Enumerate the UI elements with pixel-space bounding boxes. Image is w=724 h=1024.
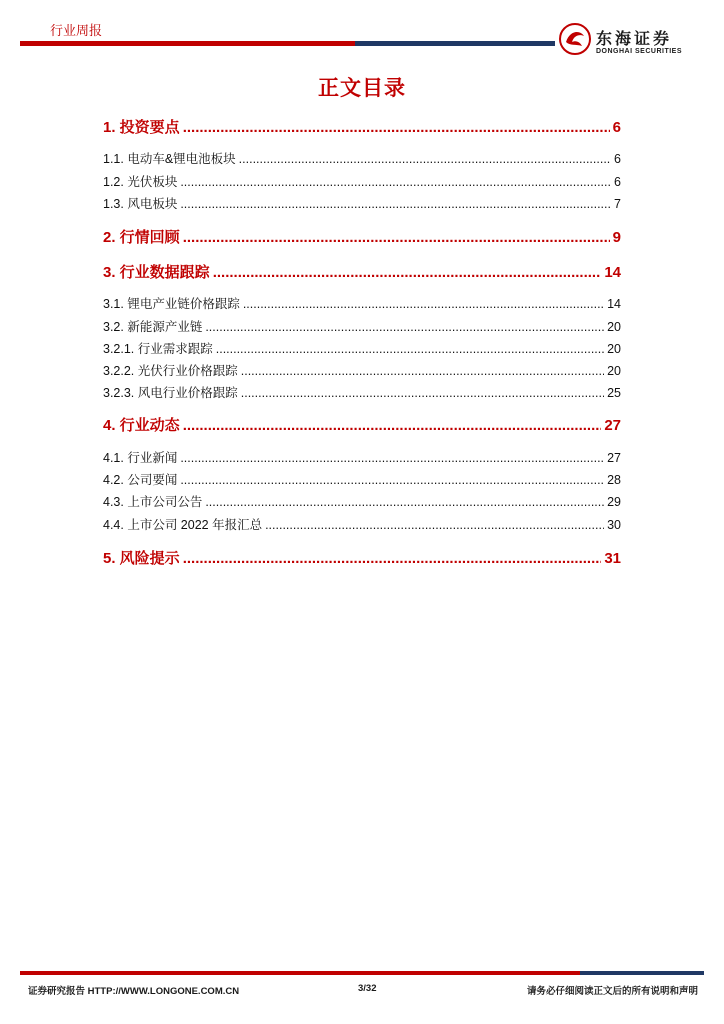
toc-entry-page-number: 29: [607, 495, 621, 509]
toc-section-entry[interactable]: [103, 226, 621, 247]
toc-entry-page-number: 14: [607, 297, 621, 311]
footer-rule-red: [20, 971, 580, 975]
toc-dot-leader: [241, 364, 604, 378]
toc-dot-leader: [180, 451, 604, 465]
toc-entry-page-number: 6: [612, 119, 621, 136]
toc-dot-leader: [213, 264, 602, 281]
toc-entry-label: 4.1. 行业新闻: [103, 451, 178, 465]
toc-dot-leader: [241, 386, 604, 400]
toc-dot-leader: [216, 342, 604, 356]
toc-entry-label: 5. 风险提示: [103, 550, 180, 567]
toc-dot-leader: [183, 417, 602, 434]
toc-entry-page-number: 27: [607, 451, 621, 465]
toc-dot-leader: [183, 119, 610, 136]
page-title: 正文目录: [318, 77, 406, 100]
toc-subsection-entry[interactable]: [103, 172, 621, 190]
footer-rule-blue: [580, 971, 704, 975]
toc-dot-leader: [205, 320, 604, 334]
toc-subsection-entry[interactable]: [103, 470, 621, 488]
toc-entry-label: 4.4. 上市公司 2022 年报汇总: [103, 518, 263, 532]
toc-subsection-entry[interactable]: [103, 448, 621, 466]
toc-entry-label: 1.2. 光伏板块: [103, 175, 178, 189]
toc-subsection-entry[interactable]: [103, 317, 621, 335]
toc-entry-page-number: 28: [607, 473, 621, 487]
toc-entry-label: 4. 行业动态: [103, 417, 180, 434]
footer-disclaimer: 请务必仔细阅读正文后的所有说明和声明: [526, 986, 698, 997]
logo-english-name: DONGHAI SECURITIES: [596, 48, 683, 55]
toc-entry-page-number: 9: [612, 229, 621, 246]
toc-entry-page-number: 20: [607, 364, 621, 378]
toc-subsection-entry[interactable]: [103, 492, 621, 510]
dragon-logo-icon: [558, 22, 592, 56]
toc-dot-leader: [265, 518, 604, 532]
toc-entry-page-number: 25: [607, 386, 621, 400]
toc-entry-page-number: 6: [614, 152, 621, 166]
toc-entry-label: 4.2. 公司要闻: [103, 473, 178, 487]
toc-entry-page-number: 14: [604, 264, 621, 281]
toc-dot-leader: [180, 197, 611, 211]
toc-dot-leader: [180, 175, 611, 189]
header-section-label: 行业周报: [50, 23, 103, 38]
toc-dot-leader: [239, 152, 611, 166]
toc-section-entry[interactable]: [103, 116, 621, 137]
toc-subsection-entry[interactable]: [103, 383, 621, 401]
toc-dot-leader: [243, 297, 604, 311]
toc-subsection-entry[interactable]: [103, 149, 621, 167]
toc-entry-label: 3.2.2. 光伏行业价格跟踪: [103, 364, 238, 378]
toc-dot-leader: [183, 550, 602, 567]
header-rule-red: [20, 41, 355, 46]
toc-section-entry[interactable]: [103, 414, 621, 435]
toc-dot-leader: [205, 495, 604, 509]
toc-subsection-entry[interactable]: [103, 515, 621, 533]
toc-entry-label: 1. 投资要点: [103, 119, 180, 136]
toc-entry-label: 3.2. 新能源产业链: [103, 320, 203, 334]
toc-section-entry[interactable]: [103, 261, 621, 282]
toc-entry-label: 1.1. 电动车&锂电池板块: [103, 152, 236, 166]
toc-dot-leader: [180, 473, 604, 487]
toc-entry-page-number: 31: [604, 550, 621, 567]
header-rule-blue: [355, 41, 555, 46]
company-logo: [558, 22, 708, 58]
toc-entry-label: 3.2.3. 风电行业价格跟踪: [103, 386, 238, 400]
toc-entry-page-number: 27: [604, 417, 621, 434]
toc-section-entry[interactable]: [103, 547, 621, 568]
toc-entry-label: 2. 行情回顾: [103, 229, 180, 246]
toc-dot-leader: [183, 229, 610, 246]
toc-entry-page-number: 20: [607, 342, 621, 356]
toc-entry-label: 4.3. 上市公司公告: [103, 495, 203, 509]
toc-entry-label: 3.1. 锂电产业链价格跟踪: [103, 297, 240, 311]
toc-entry-label: 3.2.1. 行业需求跟踪: [103, 342, 213, 356]
toc-entry-page-number: 30: [607, 518, 621, 532]
toc-entry-label: 3. 行业数据跟踪: [103, 264, 210, 281]
logo-chinese-name: 东海证券: [596, 31, 673, 48]
toc-entry-page-number: 20: [607, 320, 621, 334]
toc-subsection-entry[interactable]: [103, 339, 621, 357]
toc-entry-page-number: 7: [614, 197, 621, 211]
footer-report-url: 证券研究报告 HTTP://WWW.LONGONE.COM.CN: [28, 986, 240, 997]
footer-page-number: 3/32: [358, 983, 377, 994]
toc-entry-label: 1.3. 风电板块: [103, 197, 178, 211]
toc-subsection-entry[interactable]: [103, 361, 621, 379]
toc-entry-page-number: 6: [614, 175, 621, 189]
toc-subsection-entry[interactable]: [103, 194, 621, 212]
toc-subsection-entry[interactable]: [103, 294, 621, 312]
